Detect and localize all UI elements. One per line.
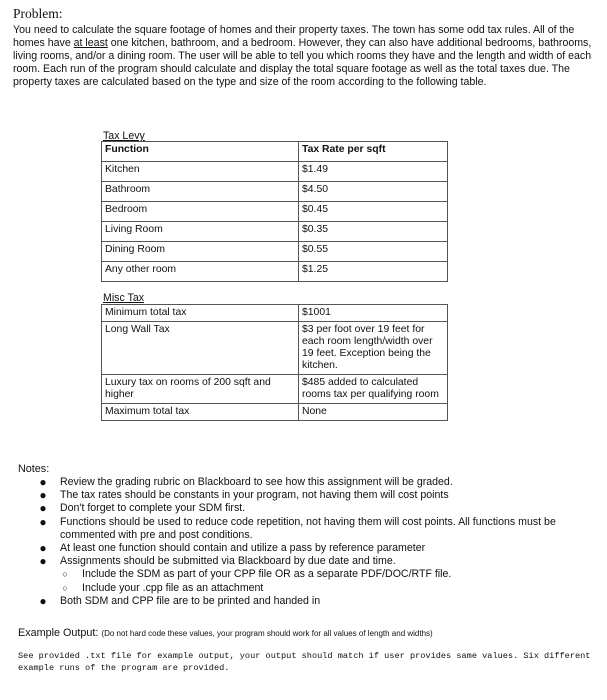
tax-item-cell: Luxury tax on rooms of 200 sqft and higher [102, 375, 299, 404]
problem-description [13, 24, 593, 89]
table-row [102, 305, 448, 322]
note-text: The tax rates should be constants in your program, not having them will cost points [60, 489, 449, 502]
bullet-icon: ● [39, 501, 47, 516]
note-text: Both SDM and CPP file are to be printed and handed in [60, 594, 321, 607]
note-text: Review the grading rubric on Blackboard to see how this assignment will be graded. [60, 476, 453, 488]
note-text: Don't forget to complete your SDM first. [60, 502, 246, 515]
tax-value-cell: $485 added to calculated rooms tax per qualifying room [299, 375, 448, 404]
tax-rate-cell: $0.55 [299, 242, 448, 262]
column-header-rate: Tax Rate per sqft [299, 142, 448, 162]
hollow-bullet-icon: ○ [62, 582, 68, 593]
note-text: Include the SDM as part of your CPP file OR as a separate PDF/DOC/RTF file. [82, 568, 452, 581]
list-item [38, 516, 593, 542]
room-type-cell: Bathroom [102, 182, 299, 202]
note-text: Functions should be used to reduce code repetition, not having them will cost points. All functions must be commented with pre and post conditions. [60, 515, 556, 541]
list-item [38, 582, 593, 595]
problem-text-start: You need to calculate the square footage of homes and their property taxes. The town has some odd tax rules. All of the homes have [13, 24, 575, 49]
hollow-bullet-icon: ○ [62, 569, 68, 580]
tax-levy-table [101, 141, 448, 282]
table-row [102, 222, 448, 242]
tax-value-cell: None [299, 404, 448, 421]
list-item [38, 489, 593, 502]
bullet-icon: ● [39, 475, 47, 489]
room-type-cell: Dining Room [102, 242, 299, 262]
note-text: Assignments should be submitted via Blackboard by due date and time. [60, 555, 396, 568]
tax-rate-cell: $0.35 [299, 222, 448, 242]
tax-value-cell: $3 per foot over 19 feet for each room length/width over 19 feet. Exception being the kitchen. [299, 322, 448, 375]
table-row [102, 322, 448, 375]
table-row [102, 162, 448, 182]
table-row [102, 202, 448, 222]
bullet-icon: ● [39, 541, 47, 556]
tax-rate-cell: $4.50 [299, 182, 448, 202]
tax-item-cell: Long Wall Tax [102, 322, 299, 375]
table-header-row [102, 142, 448, 162]
list-item [38, 595, 593, 608]
room-type-cell: Bedroom [102, 202, 299, 222]
bullet-icon: ● [39, 488, 47, 503]
misc-tax-table [101, 304, 448, 421]
list-item [38, 476, 593, 489]
tax-levy-caption: Tax Levy [103, 130, 145, 142]
list-item [38, 568, 593, 581]
note-text: Include your .cpp file as an attachment [82, 581, 264, 594]
tax-rate-cell: $1.25 [299, 262, 448, 282]
notes-list [38, 476, 593, 608]
tax-value-cell: $1001 [299, 305, 448, 322]
example-output-note: (Do not hard code these values, your program should work for all values of length and widths) [101, 629, 433, 638]
bullet-icon: ● [39, 593, 47, 608]
problem-text-emphasis: at least [73, 37, 108, 49]
table-row [102, 375, 448, 404]
tax-rate-cell: $1.49 [299, 162, 448, 182]
table-row [102, 182, 448, 202]
bullet-icon: ● [39, 554, 47, 569]
misc-tax-caption: Misc Tax [103, 292, 145, 304]
tax-rate-cell: $0.45 [299, 202, 448, 222]
list-item [38, 542, 593, 555]
table-row [102, 404, 448, 421]
room-type-cell: Kitchen [102, 162, 299, 182]
room-type-cell: Living Room [102, 222, 299, 242]
list-item [38, 502, 593, 515]
column-header-function: Function [102, 142, 299, 162]
bullet-icon: ● [39, 514, 47, 529]
problem-text-end: one kitchen, bathroom, and a bedroom. However, they can also have additional bedrooms, bathrooms, living rooms, and/or a dining room. The user will be able to tell you which rooms they have and the length and width of each room. Each run of the program should calculate and display the total square footage as well as the total taxes due. The property taxes are calculated based on the type and size of the room according to the following table. [13, 37, 592, 88]
note-text: At least one function should contain and utilize a pass by reference parameter [60, 542, 426, 555]
table-row [102, 242, 448, 262]
table-row [102, 262, 448, 282]
notes-heading: Notes: [18, 463, 50, 475]
example-output-text: See provided .txt file for example output, your output should match if user provides same values. Six different example runs of the program are provided. [18, 651, 591, 673]
tax-item-cell: Minimum total tax [102, 305, 299, 322]
problem-heading: Problem: [13, 6, 63, 21]
tax-item-cell: Maximum total tax [102, 404, 299, 421]
list-item [38, 555, 593, 568]
example-output-title: Example Output: [18, 627, 99, 639]
room-type-cell: Any other room [102, 262, 299, 282]
example-output-heading [18, 627, 433, 639]
